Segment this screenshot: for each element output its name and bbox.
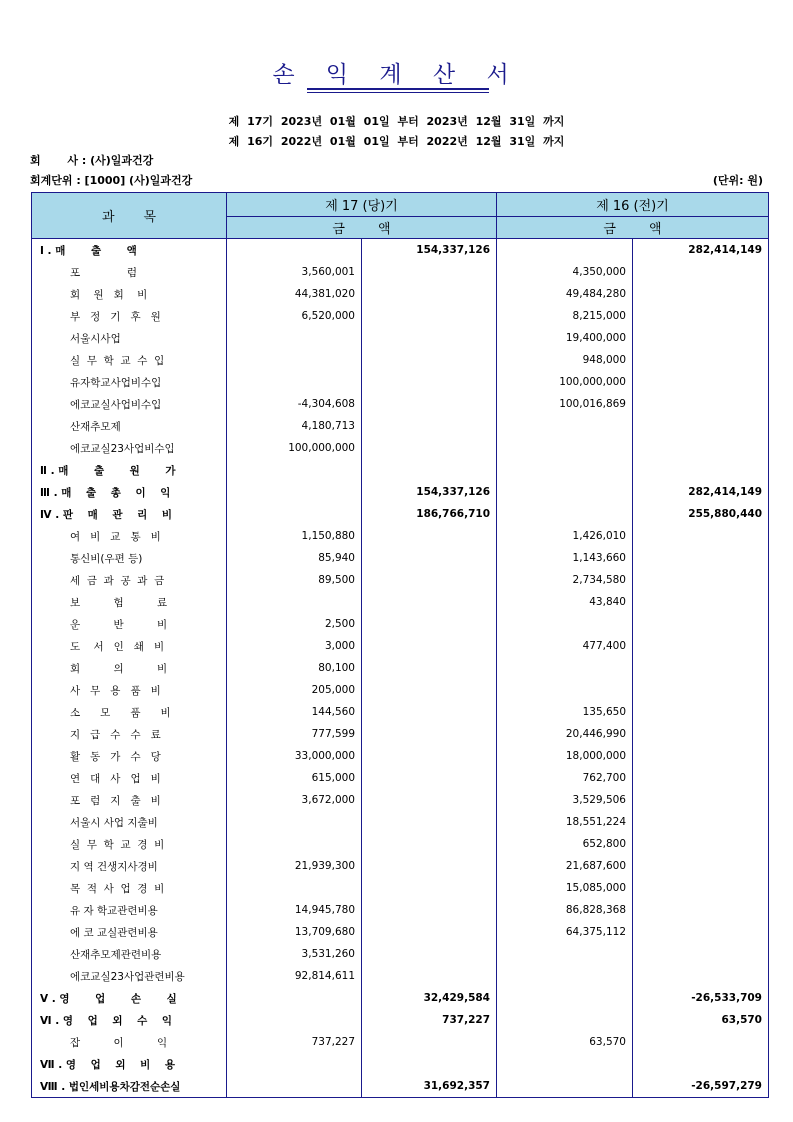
period-current: 제 17기 2023년 01월 01일 부터 2023년 12월 31일 까지 — [228, 115, 565, 128]
amount-17-total — [362, 679, 497, 701]
table-row — [32, 239, 769, 262]
amount-17-total — [362, 371, 497, 393]
row-label: 통신비(우편 등) — [32, 547, 227, 569]
amount-17-detail — [227, 987, 362, 1009]
amount-16-detail: 86,828,368 — [497, 899, 633, 921]
row-label: 도 서 인 쇄 비 — [32, 635, 227, 657]
amount-17-detail: 85,940 — [227, 547, 362, 569]
amount-17-detail: 3,560,001 — [227, 261, 362, 283]
amount-17-detail — [227, 371, 362, 393]
amount-17-total — [362, 899, 497, 921]
title-underline-thin — [307, 92, 489, 93]
header-period-17: 제 17 (당)기 — [227, 193, 497, 217]
amount-16-total — [633, 701, 769, 723]
table-row — [32, 525, 769, 547]
table-row — [32, 745, 769, 767]
row-label: 목 적 사 업 경 비 — [32, 877, 227, 899]
table-row — [32, 657, 769, 679]
table-row — [32, 415, 769, 437]
amount-16-detail — [497, 679, 633, 701]
row-label: 서울시사업 — [32, 327, 227, 349]
amount-17-total — [362, 569, 497, 591]
table-row — [32, 1053, 769, 1075]
amount-16-total — [633, 459, 769, 481]
table-row — [32, 833, 769, 855]
row-label: Ⅳ . 판 매 관 리 비 — [32, 503, 227, 525]
row-label: 회 원 회 비 — [32, 283, 227, 305]
amount-16-detail — [497, 965, 633, 987]
amount-17-detail — [227, 459, 362, 481]
amount-16-detail — [497, 1053, 633, 1075]
amount-16-total — [633, 723, 769, 745]
amount-17-detail — [227, 349, 362, 371]
amount-17-total — [362, 789, 497, 811]
amount-16-detail — [497, 1075, 633, 1098]
amount-16-detail: 64,375,112 — [497, 921, 633, 943]
amount-16-detail — [497, 239, 633, 262]
amount-17-total — [362, 965, 497, 987]
amount-17-detail — [227, 1053, 362, 1075]
amount-17-total — [362, 349, 497, 371]
amount-16-detail: 100,016,869 — [497, 393, 633, 415]
amount-17-total — [362, 635, 497, 657]
amount-17-total — [362, 591, 497, 613]
amount-16-total: -26,597,279 — [633, 1075, 769, 1098]
amount-16-detail: 100,000,000 — [497, 371, 633, 393]
amount-17-detail — [227, 811, 362, 833]
amount-16-total — [633, 877, 769, 899]
table-row — [32, 393, 769, 415]
table-row — [32, 965, 769, 987]
amount-17-total — [362, 833, 497, 855]
amount-17-total — [362, 283, 497, 305]
amount-16-total — [633, 283, 769, 305]
amount-17-total: 737,227 — [362, 1009, 497, 1031]
amount-17-total — [362, 745, 497, 767]
amount-16-total — [633, 371, 769, 393]
amount-17-total — [362, 921, 497, 943]
row-label: 세 금 과 공 과 금 — [32, 569, 227, 591]
table-row — [32, 899, 769, 921]
header-amount-16: 금 액 — [497, 217, 769, 239]
table-row — [32, 789, 769, 811]
amount-16-total — [633, 1031, 769, 1053]
row-label: Ⅰ . 매 출 액 — [32, 239, 227, 262]
amount-17-total: 32,429,584 — [362, 987, 497, 1009]
amount-16-detail — [497, 437, 633, 459]
amount-16-total: 282,414,149 — [633, 481, 769, 503]
amount-16-total — [633, 833, 769, 855]
amount-16-detail — [497, 657, 633, 679]
amount-16-detail: 2,734,580 — [497, 569, 633, 591]
amount-17-detail: 21,939,300 — [227, 855, 362, 877]
row-label: 에코교실23사업관련비용 — [32, 965, 227, 987]
row-label: 포 럼 지 출 비 — [32, 789, 227, 811]
table-row — [32, 723, 769, 745]
amount-17-detail: 33,000,000 — [227, 745, 362, 767]
amount-16-detail: 948,000 — [497, 349, 633, 371]
title-underline — [307, 88, 489, 90]
amount-17-total — [362, 327, 497, 349]
amount-17-total — [362, 723, 497, 745]
amount-16-detail — [497, 987, 633, 1009]
amount-16-total — [633, 349, 769, 371]
amount-17-detail: 13,709,680 — [227, 921, 362, 943]
amount-16-total — [633, 657, 769, 679]
amount-17-detail: 80,100 — [227, 657, 362, 679]
amount-17-total — [362, 261, 497, 283]
amount-17-detail: 6,520,000 — [227, 305, 362, 327]
amount-16-detail: 15,085,000 — [497, 877, 633, 899]
amount-16-total — [633, 261, 769, 283]
amount-16-total — [633, 635, 769, 657]
table-row — [32, 349, 769, 371]
table-row — [32, 679, 769, 701]
amount-16-total — [633, 811, 769, 833]
amount-16-detail: 19,400,000 — [497, 327, 633, 349]
amount-16-total — [633, 591, 769, 613]
amount-16-total: 282,414,149 — [633, 239, 769, 262]
amount-16-detail: 8,215,000 — [497, 305, 633, 327]
table-row — [32, 283, 769, 305]
row-label: 에 코 교실관련비용 — [32, 921, 227, 943]
amount-17-detail: 3,672,000 — [227, 789, 362, 811]
amount-16-total — [633, 921, 769, 943]
table-row — [32, 1075, 769, 1098]
amount-17-total — [362, 305, 497, 327]
row-label: 소 모 품 비 — [32, 701, 227, 723]
amount-17-detail: 3,000 — [227, 635, 362, 657]
amount-16-total — [633, 789, 769, 811]
amount-16-total — [633, 745, 769, 767]
table-row — [32, 943, 769, 965]
row-label: 포 럼 — [32, 261, 227, 283]
row-label: 활 동 가 수 당 — [32, 745, 227, 767]
amount-16-detail: 4,350,000 — [497, 261, 633, 283]
amount-17-detail — [227, 833, 362, 855]
amount-16-total — [633, 569, 769, 591]
table-row — [32, 459, 769, 481]
amount-16-detail: 652,800 — [497, 833, 633, 855]
amount-16-detail: 20,446,990 — [497, 723, 633, 745]
header-subject: 과 목 — [32, 193, 227, 239]
amount-16-detail — [497, 459, 633, 481]
row-label: 잡 이 익 — [32, 1031, 227, 1053]
row-label: 지 역 건생지사경비 — [32, 855, 227, 877]
amount-16-total: 63,570 — [633, 1009, 769, 1031]
row-label: Ⅱ . 매 출 원 가 — [32, 459, 227, 481]
table-row — [32, 591, 769, 613]
amount-17-detail: 44,381,020 — [227, 283, 362, 305]
amount-16-detail: 63,570 — [497, 1031, 633, 1053]
amount-16-detail — [497, 943, 633, 965]
amount-17-detail: 205,000 — [227, 679, 362, 701]
table-body — [32, 239, 769, 1098]
row-label: 에코교실사업비수입 — [32, 393, 227, 415]
amount-17-total — [362, 1053, 497, 1075]
row-label: 사 무 용 품 비 — [32, 679, 227, 701]
amount-17-total — [362, 943, 497, 965]
amount-17-detail: -4,304,608 — [227, 393, 362, 415]
amount-16-detail: 1,143,660 — [497, 547, 633, 569]
row-label: 유 자 학교관련비용 — [32, 899, 227, 921]
amount-17-total — [362, 767, 497, 789]
amount-17-total — [362, 459, 497, 481]
table-row — [32, 855, 769, 877]
row-label: 부 정 기 후 원 — [32, 305, 227, 327]
row-label: 산재추모제 — [32, 415, 227, 437]
amount-16-total — [633, 679, 769, 701]
amount-17-total — [362, 701, 497, 723]
amount-16-detail — [497, 613, 633, 635]
table-row — [32, 987, 769, 1009]
row-label: 회 의 비 — [32, 657, 227, 679]
amount-17-detail: 2,500 — [227, 613, 362, 635]
amount-17-detail — [227, 481, 362, 503]
table-row — [32, 921, 769, 943]
row-label: 여 비 교 통 비 — [32, 525, 227, 547]
amount-16-total — [633, 547, 769, 569]
row-label: 운 반 비 — [32, 613, 227, 635]
amount-16-total — [633, 855, 769, 877]
header-period-16: 제 16 (전)기 — [497, 193, 769, 217]
amount-16-detail: 18,551,224 — [497, 811, 633, 833]
amount-16-detail: 43,840 — [497, 591, 633, 613]
amount-17-total — [362, 1031, 497, 1053]
amount-16-detail: 1,426,010 — [497, 525, 633, 547]
amount-16-total — [633, 767, 769, 789]
amount-17-detail: 1,150,880 — [227, 525, 362, 547]
amount-16-total: 255,880,440 — [633, 503, 769, 525]
amount-16-detail — [497, 1009, 633, 1031]
amount-16-detail: 762,700 — [497, 767, 633, 789]
amount-17-detail: 14,945,780 — [227, 899, 362, 921]
table-row — [32, 481, 769, 503]
amount-17-detail: 100,000,000 — [227, 437, 362, 459]
amount-17-detail — [227, 239, 362, 262]
table-row — [32, 613, 769, 635]
amount-17-total: 154,337,126 — [362, 239, 497, 262]
amount-17-detail — [227, 503, 362, 525]
amount-16-detail: 49,484,280 — [497, 283, 633, 305]
amount-16-detail — [497, 481, 633, 503]
amount-17-detail: 144,560 — [227, 701, 362, 723]
amount-17-detail: 92,814,611 — [227, 965, 362, 987]
row-label: 산재추모제관련비용 — [32, 943, 227, 965]
amount-17-detail: 3,531,260 — [227, 943, 362, 965]
amount-17-total — [362, 415, 497, 437]
header-amount-17: 금 액 — [227, 217, 497, 239]
amount-16-total — [633, 899, 769, 921]
row-label: Ⅷ . 법인세비용차감전순손실 — [32, 1075, 227, 1098]
amount-16-total — [633, 327, 769, 349]
table-row — [32, 877, 769, 899]
row-label: 지 급 수 수 료 — [32, 723, 227, 745]
amount-16-total — [633, 965, 769, 987]
table-row — [32, 371, 769, 393]
amount-17-detail: 777,599 — [227, 723, 362, 745]
amount-17-detail — [227, 591, 362, 613]
row-label: Ⅵ . 영 업 외 수 익 — [32, 1009, 227, 1031]
amount-16-total: -26,533,709 — [633, 987, 769, 1009]
table-row — [32, 811, 769, 833]
table-row — [32, 327, 769, 349]
company-name: 회 사 : (사)일과건강 — [30, 154, 154, 167]
table-row — [32, 635, 769, 657]
table-row — [32, 437, 769, 459]
table-row — [32, 547, 769, 569]
amount-16-detail: 477,400 — [497, 635, 633, 657]
row-label: Ⅶ . 영 업 외 비 용 — [32, 1053, 227, 1075]
table-row — [32, 1009, 769, 1031]
amount-17-detail — [227, 327, 362, 349]
amount-17-detail — [227, 1075, 362, 1098]
amount-17-detail: 4,180,713 — [227, 415, 362, 437]
amount-16-detail: 3,529,506 — [497, 789, 633, 811]
row-label: 유자학교사업비수입 — [32, 371, 227, 393]
amount-16-detail — [497, 503, 633, 525]
row-label: 에코교실23사업비수입 — [32, 437, 227, 459]
amount-17-total: 31,692,357 — [362, 1075, 497, 1098]
row-label: 연 대 사 업 비 — [32, 767, 227, 789]
unit-label: (단위: 원) — [712, 174, 763, 187]
amount-17-total — [362, 877, 497, 899]
row-label: 실 무 학 교 수 입 — [32, 349, 227, 371]
table-row — [32, 1031, 769, 1053]
amount-17-total: 186,766,710 — [362, 503, 497, 525]
amount-17-detail: 737,227 — [227, 1031, 362, 1053]
income-statement-table — [31, 192, 769, 1098]
amount-17-detail — [227, 1009, 362, 1031]
amount-17-total — [362, 437, 497, 459]
amount-16-detail: 18,000,000 — [497, 745, 633, 767]
amount-17-detail: 615,000 — [227, 767, 362, 789]
period-previous: 제 16기 2022년 01월 01일 부터 2022년 12월 31일 까지 — [228, 135, 565, 148]
amount-16-total — [633, 437, 769, 459]
row-label: 실 무 학 교 경 비 — [32, 833, 227, 855]
amount-16-total — [633, 305, 769, 327]
amount-17-total: 154,337,126 — [362, 481, 497, 503]
row-label: 서울시 사업 지출비 — [32, 811, 227, 833]
row-label: 보 험 료 — [32, 591, 227, 613]
amount-16-total — [633, 393, 769, 415]
table-row — [32, 767, 769, 789]
amount-17-total — [362, 547, 497, 569]
table-row — [32, 261, 769, 283]
document-title: 손 익 계 산 서 — [272, 62, 521, 88]
amount-16-detail: 135,650 — [497, 701, 633, 723]
amount-16-total — [633, 943, 769, 965]
amount-17-total — [362, 613, 497, 635]
amount-17-total — [362, 855, 497, 877]
table-row — [32, 503, 769, 525]
row-label: Ⅴ . 영 업 손 실 — [32, 987, 227, 1009]
amount-17-detail — [227, 877, 362, 899]
amount-17-total — [362, 657, 497, 679]
amount-17-total — [362, 811, 497, 833]
amount-16-total — [633, 613, 769, 635]
amount-16-detail: 21,687,600 — [497, 855, 633, 877]
row-label: Ⅲ . 매 출 총 이 익 — [32, 481, 227, 503]
amount-16-total — [633, 1053, 769, 1075]
amount-17-total — [362, 393, 497, 415]
table-row — [32, 701, 769, 723]
table-row — [32, 569, 769, 591]
accounting-unit: 회계단위 : [1000] (사)일과건강 — [30, 174, 193, 187]
amount-17-detail: 89,500 — [227, 569, 362, 591]
amount-16-total — [633, 525, 769, 547]
table-row — [32, 305, 769, 327]
amount-16-detail — [497, 415, 633, 437]
amount-17-total — [362, 525, 497, 547]
amount-16-total — [633, 415, 769, 437]
